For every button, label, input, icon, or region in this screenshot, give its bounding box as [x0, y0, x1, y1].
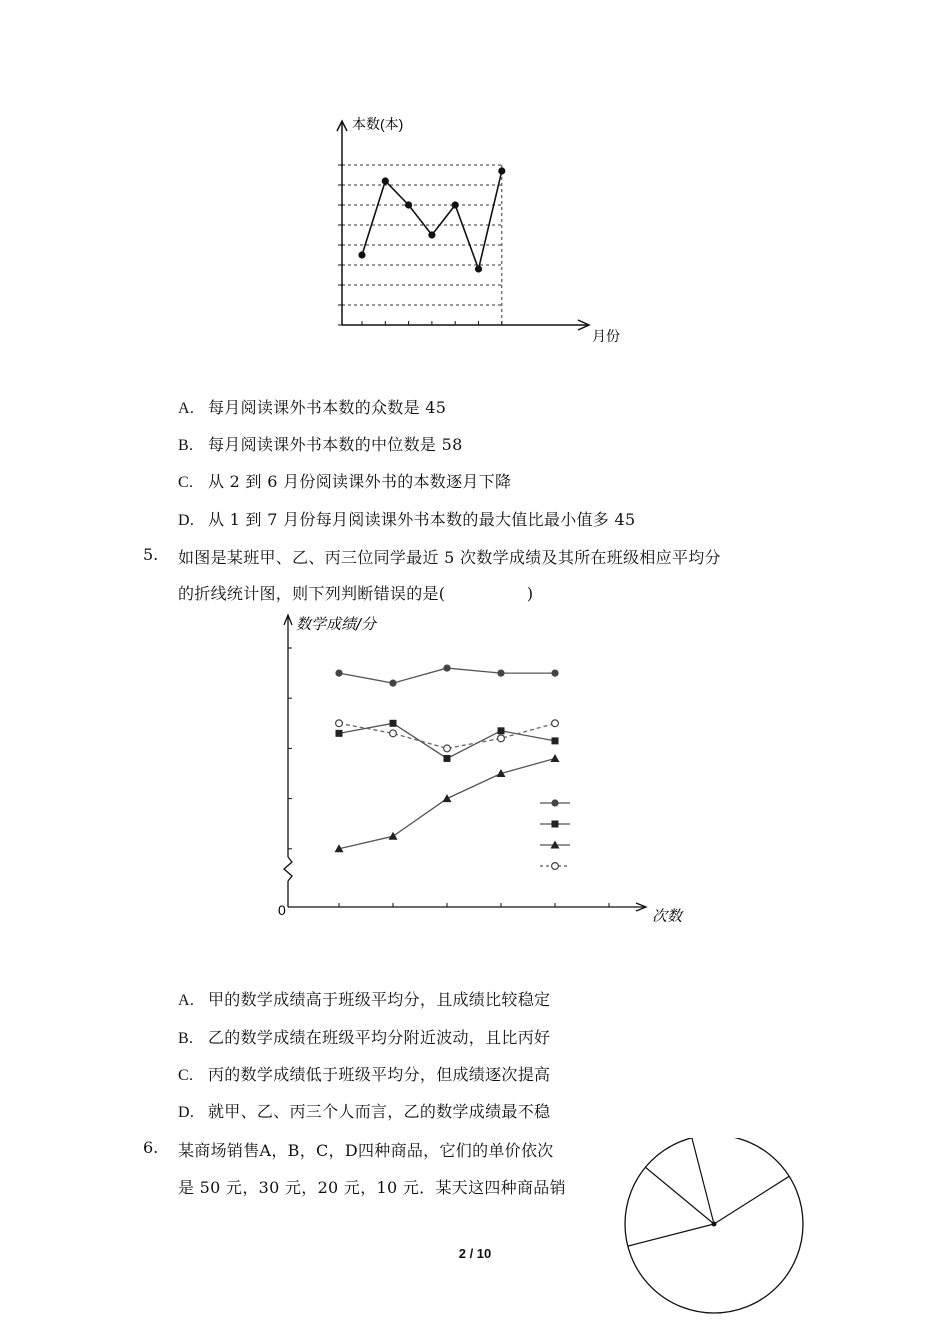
q6-stem-line2: 是 50 元，30 元，20 元，10 元．某天这四种商品销	[178, 1178, 566, 1197]
pie-center	[712, 1222, 717, 1227]
option-text: 乙的数学成绩在班级平均分附近波动，且比丙好	[208, 1028, 551, 1047]
q4-option-d[interactable]	[178, 507, 635, 530]
option-letter: C.	[178, 474, 194, 491]
chart1-series-line	[362, 171, 502, 269]
q5-number: 5.	[143, 545, 159, 564]
chart2-marker-hollow	[390, 730, 397, 737]
chart2-marker-square	[498, 727, 505, 734]
chart2-x-axis-title: 次数	[652, 907, 683, 925]
chart2-marker-circle	[389, 680, 396, 687]
chart1-point	[475, 265, 482, 272]
option-text: 甲的数学成绩高于班级平均分，且成绩比较稳定	[208, 990, 551, 1009]
chart2-marker-hollow	[552, 863, 559, 870]
option-letter: A.	[178, 992, 195, 1009]
chart1-polyline	[362, 171, 502, 269]
chart2-series-line	[339, 758, 555, 848]
chart2-marker-circle	[551, 670, 558, 677]
chart1-point	[358, 251, 365, 258]
option-text: 每月阅读课外书本数的中位数是 58	[208, 435, 463, 454]
q5-option-b[interactable]	[178, 1025, 550, 1048]
chart2-series	[335, 664, 560, 852]
option-text: 每月阅读课外书本数的众数是 45	[208, 398, 447, 417]
chart2-series-jia	[335, 664, 558, 686]
option-text: 从 2 到 6 月份阅读课外书的本数逐月下降	[208, 472, 512, 491]
option-letter: B.	[178, 437, 194, 454]
q5-stem-line1: 如图是某班甲、乙、丙三位同学最近 5 次数学成绩及其所在班级相应平均分	[178, 548, 721, 567]
chart1-y-axis-title: 本数(本)	[352, 116, 404, 132]
chart1-point	[405, 201, 412, 208]
q6-stem-line1: 某商场销售A，B，C，D四种商品，它们的单价依次	[178, 1141, 554, 1160]
chart2-marker-square	[552, 737, 559, 744]
q4-option-b[interactable]	[178, 432, 463, 455]
q5-option-d[interactable]	[178, 1099, 550, 1122]
chart2-marker-hollow	[498, 735, 505, 742]
chart2-axis-break	[284, 857, 292, 881]
chart2-series-bing	[335, 754, 560, 852]
option-letter: B.	[178, 1030, 194, 1047]
chart2-marker-square	[444, 755, 451, 762]
chart1-point	[452, 201, 459, 208]
chart2-marker-circle	[443, 664, 450, 671]
chart2-marker-square	[390, 720, 397, 727]
q5-option-a[interactable]	[178, 987, 550, 1010]
chart2-marker-triangle	[389, 832, 398, 840]
chart2-series-yi	[336, 720, 559, 762]
option-letter: D.	[178, 512, 195, 529]
chart1-point	[498, 167, 505, 174]
option-letter: A.	[178, 400, 195, 417]
chart1-points	[358, 167, 505, 272]
chart2-y-axis-title: 数学成绩/分	[296, 615, 377, 633]
chart2-marker-hollow	[336, 720, 343, 727]
page-number: 2 / 10	[458, 1246, 492, 1261]
option-text: 就甲、乙、丙三个人而言，乙的数学成绩最不稳	[208, 1102, 551, 1121]
q6-number: 6.	[143, 1138, 159, 1157]
chart2-marker-triangle	[443, 794, 452, 802]
chart2-marker-circle	[335, 670, 342, 677]
chart1-point	[382, 177, 389, 184]
option-text: 从 1 到 7 月份每月阅读课外书本数的最大值比最小值多 45	[208, 510, 636, 529]
sales-pie-chart	[618, 1138, 810, 1334]
chart2-marker-square	[336, 730, 343, 737]
chart2-marker-square	[552, 821, 559, 828]
chart2-legend	[540, 799, 570, 869]
chart1-point	[428, 231, 435, 238]
option-text: 丙的数学成绩低于班级平均分，但成绩逐次提高	[208, 1065, 551, 1084]
q5-stem-line2: 的折线统计图，则下列判断错误的是( )	[178, 584, 534, 603]
q4-option-a[interactable]	[178, 395, 446, 418]
chart2-marker-triangle	[551, 754, 560, 762]
chart2-origin-label: 0	[278, 902, 286, 918]
q4-option-c[interactable]	[178, 469, 511, 492]
q5-option-c[interactable]	[178, 1062, 550, 1085]
chart2-series-line	[339, 723, 555, 758]
option-letter: C.	[178, 1067, 194, 1084]
chart2-marker-circle	[497, 670, 504, 677]
chart2-marker-hollow	[552, 720, 559, 727]
reading-line-chart	[300, 105, 640, 355]
chart1-x-axis-title: 月份	[592, 328, 620, 344]
math-score-line-chart	[240, 605, 700, 935]
chart2-marker-circle	[551, 799, 558, 806]
option-letter: D.	[178, 1104, 195, 1121]
chart3-slices	[625, 1138, 803, 1313]
chart2-marker-hollow	[444, 745, 451, 752]
chart2-axes	[284, 615, 646, 911]
